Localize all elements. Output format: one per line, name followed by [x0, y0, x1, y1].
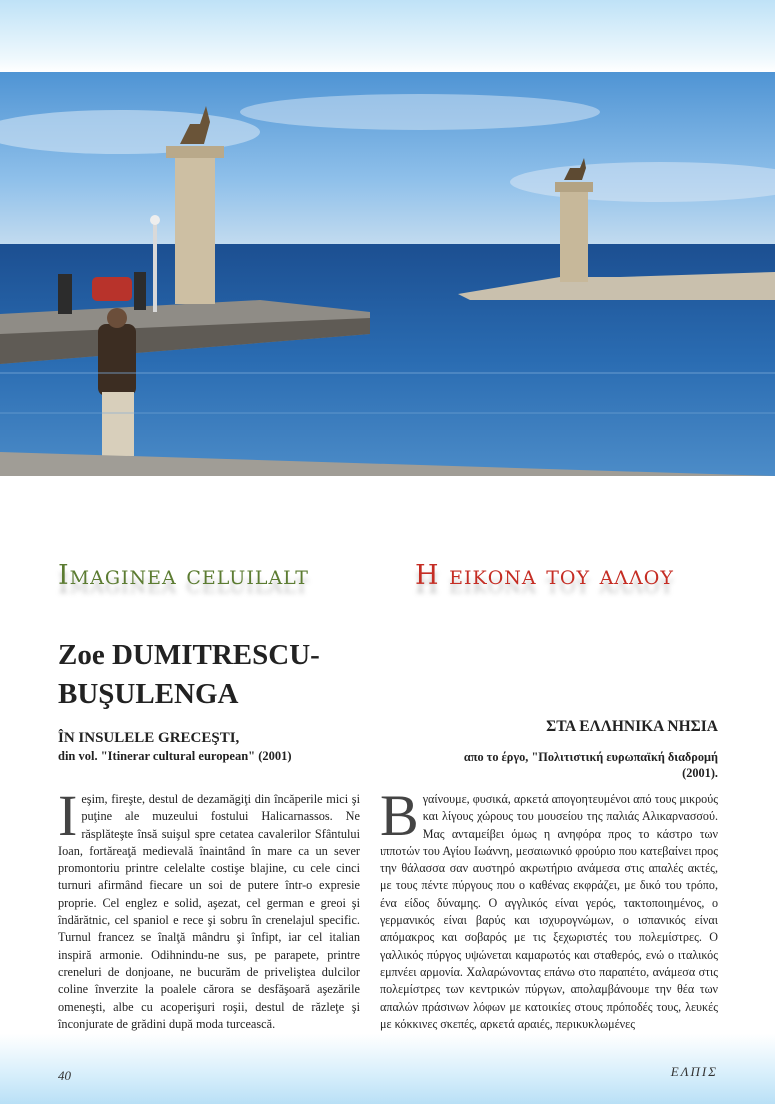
left-body-text [58, 783, 360, 1050]
author-name: Zoe DUMITRESCU-BUŞULENGA [58, 639, 320, 710]
journal-name: ΕΛΠΙΣ [670, 1064, 718, 1079]
heading-romanian: Imaginea celuilalt [58, 560, 309, 591]
right-source: απο το έργο, "Πολιτιστική ευρωπαϊκή διαδρομή (2001). [463, 750, 718, 780]
left-paragraph-1: eşim, fireşte, destul de dezamăgiţi din încăperile mici şi puţine ale muzeului fostului Halicarnassos. Ne răsplăteşte însă suişul spre cetatea cavalerilor Sfântului Ioan, fortăreaţă medievală înaintând în mare ca un sever promontoriu printre celelalte costişe blajine, cu cele cinci turnuri afirmând fiecare un soi de putere într-o expresie proprie. Cel englez e solid, aşezat, cel german e greoi şi îndărătnic, cel spaniol e rece şi sobru în crenelajul specific. Turnul francez se înalţă mândru şi înfipt, iar cel italian inspiră armonie. Odihnindu-ne sus, pe parapete, printre creneluri de donjoane, ne bucurăm de priveliştea dulcilor coline înverzite la poalele cărora se desfăşoară aşezările omeneşti, albe cu acoperişuri roşii, destul de răzleţe şi înconjurate de grădini după moda turcească. [58, 792, 360, 1031]
left-dropcap: I [58, 783, 78, 848]
harbour-photo [0, 72, 775, 476]
left-subtitle: ÎN INSULELE GRECEŞTI, [58, 730, 240, 746]
left-subtitle-block [58, 730, 358, 764]
harbour-photo-illustration [0, 72, 775, 476]
heading-greek: Η εικονα του αλλου [415, 560, 674, 591]
right-subtitle: ΣΤΑ ΕΛΛΗΝΙΚΑ ΝΗΣΙΑ [546, 718, 718, 735]
bottom-gradient-band [0, 1034, 775, 1104]
right-body-text [380, 783, 719, 1033]
top-gradient-band [0, 0, 775, 72]
right-dropcap: Β [380, 783, 419, 848]
page-number: 40 [58, 1068, 71, 1083]
left-source: din vol. "Itinerar cultural european" (2001) [58, 749, 292, 763]
right-paragraph-1: γαίνουμε, φυσικά, αρκετά απογοητευμένοι από τους μικρούς και λίγους χώρους του μουσείου της παλιάς Αλικαρνασσού. Μας ανταμείβει όμως η ανηφόρα προς το κάστρο των ιπποτών του Αγίου Ιωάννη, μεσαιωνικό φρούριο που κατεβαίνει προς την θάλασσα σαν αυστηρό ακρωτήριο ανάμεσα στις απαλές ακτές, με τους πέντε πύργους που ο καθένας εκφράζει, με δικό του τρόπο, ένα είδος δύναμης. Ο αγγλικός είναι γερός, τακτοποιημένος, ο γερμανικός είναι βαρύς και ισχυρογνώμων, ο ισπανικός είναι απόμακρος και σοβαρός με τις ξεχωριστές του πολεμίστρες. Ο γαλλικός πύργος υψώνεται καμαρωτός και σταθερός, ενώ ο ιταλικός εμπνέει αρμονία. Χαλαρώνοντας επάνω στο παραπέτο, ανάμεσα στις πολεμίστρες των κεντρικών πύργων, απολαμβάνουμε την θέα των απαλών πράσινων λόφων με κατοικίες στους πρόποδές τους, λευκές με κόκκινες σκεπές, αρκετά αραιές, περικυκλωμένες [380, 792, 719, 1031]
